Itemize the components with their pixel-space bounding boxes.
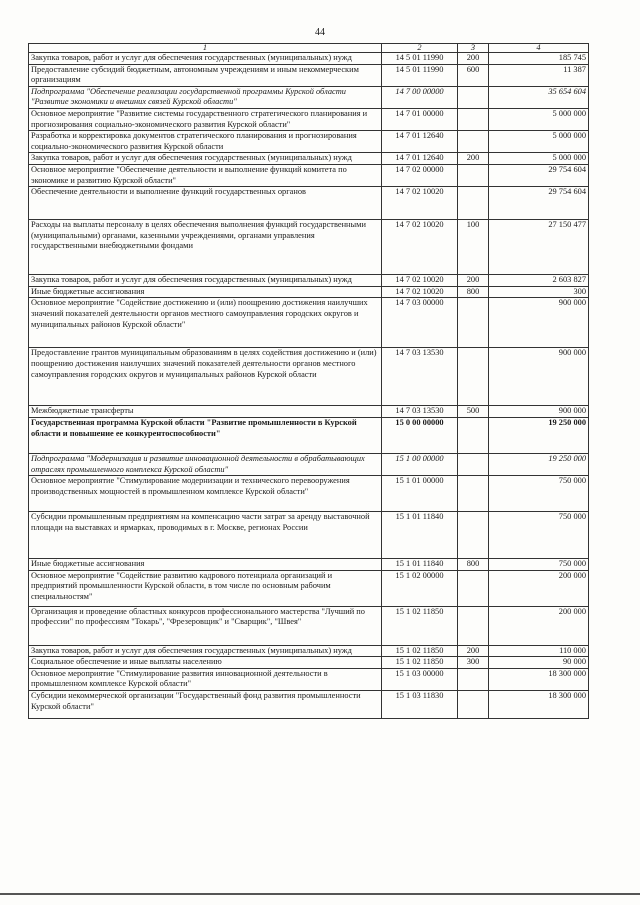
row-expense-type: 800 <box>458 559 489 571</box>
page-number: 44 <box>315 27 325 38</box>
table-row <box>29 86 589 108</box>
row-code: 14 7 02 10020 <box>382 187 458 220</box>
row-expense-type <box>458 606 489 645</box>
row-name: Разработка и корректировка документов стратегического планирования и прогнозирования социально-экономического развития Курской области <box>29 131 382 153</box>
row-code: 14 7 00 00000 <box>382 86 458 108</box>
table-row <box>29 645 589 657</box>
row-name: Обеспечение деятельности и выполнение функций государственных органов <box>29 187 382 220</box>
row-expense-type <box>458 512 489 559</box>
row-expense-type: 200 <box>458 645 489 657</box>
table-row <box>29 606 589 645</box>
table-row <box>29 559 589 571</box>
table-row <box>29 220 589 275</box>
table-row <box>29 187 589 220</box>
row-name: Иные бюджетные ассигнования <box>29 559 382 571</box>
row-code: 14 7 01 00000 <box>382 108 458 130</box>
column-header-1: 1 <box>29 44 382 53</box>
row-expense-type <box>458 691 489 719</box>
table-row <box>29 275 589 287</box>
row-name: Иные бюджетные ассигнования <box>29 286 382 298</box>
row-code: 14 5 01 11990 <box>382 53 458 65</box>
table-row <box>29 512 589 559</box>
row-expense-type <box>458 453 489 475</box>
row-code: 15 1 03 11830 <box>382 691 458 719</box>
row-name: Основное мероприятие "Содействие развитию кадрового потенциала организаций и предприятий промышленности Курской области, в том числе по основным рабочим специальностям" <box>29 570 382 606</box>
row-name: Основное мероприятие "Обеспечение деятельности и выполнение функций комитета по экономике и развитию Курской области" <box>29 164 382 186</box>
row-amount: 2 603 827 <box>489 275 589 287</box>
row-code: 14 5 01 11990 <box>382 64 458 86</box>
row-expense-type: 500 <box>458 406 489 418</box>
table-row <box>29 286 589 298</box>
row-expense-type <box>458 131 489 153</box>
row-amount: 5 000 000 <box>489 131 589 153</box>
column-header-row <box>29 44 589 53</box>
row-name: Основное мероприятие "Развитие системы государственного стратегического планирования и прогнозирования социально-экономического развития Курской области" <box>29 108 382 130</box>
row-name: Предоставление грантов муниципальным образованиям в целях содействия достижению и (или) поощрению достижения наилучших значений показателей деятельности органов местного самоуправления городских округов и муниципальных районов Курской области <box>29 348 382 406</box>
table-row <box>29 164 589 186</box>
row-expense-type <box>458 476 489 512</box>
table-row <box>29 153 589 165</box>
row-code: 15 1 00 00000 <box>382 453 458 475</box>
row-name: Подпрограмма "Обеспечение реализации государственной программы Курской области "Развитие экономики и внешних связей Курской области" <box>29 86 382 108</box>
row-code: 15 1 01 00000 <box>382 476 458 512</box>
row-name: Субсидии промышленным предприятиям на компенсацию части затрат за аренду выставочной площади на выставках и ярмарках, проводимых в г. Москве, регионах России <box>29 512 382 559</box>
column-header-3: 3 <box>458 44 489 53</box>
row-name: Основное мероприятие "Содействие достижению и (или) поощрению достижения наилучших значений показателей деятельности органов местного самоуправления городских округов и муниципальных районов Курской области" <box>29 298 382 348</box>
row-amount: 5 000 000 <box>489 153 589 165</box>
row-name: Социальное обеспечение и иные выплаты населению <box>29 657 382 669</box>
row-expense-type: 300 <box>458 657 489 669</box>
row-amount: 27 150 477 <box>489 220 589 275</box>
column-header-2: 2 <box>382 44 458 53</box>
row-expense-type <box>458 187 489 220</box>
row-name: Расходы на выплаты персоналу в целях обеспечения выполнения функций государственными (муниципальными) органами, казенными учреждениями, органами управления государственными внебюджетными фондами <box>29 220 382 275</box>
row-amount: 900 000 <box>489 406 589 418</box>
table-row <box>29 348 589 406</box>
row-amount: 900 000 <box>489 298 589 348</box>
row-name: Закупка товаров, работ и услуг для обеспечения государственных (муниципальных) нужд <box>29 645 382 657</box>
row-amount: 110 000 <box>489 645 589 657</box>
row-code: 15 1 03 00000 <box>382 668 458 690</box>
table-row <box>29 453 589 475</box>
row-expense-type <box>458 348 489 406</box>
table-row <box>29 406 589 418</box>
row-amount: 185 745 <box>489 53 589 65</box>
row-name: Государственная программа Курской области "Развитие промышленности в Курской области и повышение ее конкурентоспособности" <box>29 417 382 453</box>
row-code: 14 7 02 10020 <box>382 275 458 287</box>
table-row <box>29 131 589 153</box>
row-code: 14 7 03 00000 <box>382 298 458 348</box>
row-name: Субсидии некоммерческой организации "Государственный фонд развития промышленности Курской области" <box>29 691 382 719</box>
row-name: Закупка товаров, работ и услуг для обеспечения государственных (муниципальных) нужд <box>29 153 382 165</box>
row-amount: 750 000 <box>489 476 589 512</box>
row-name: Организация и проведение областных конкурсов профессионального мастерства "Лучший по профессии" по профессиям "Токарь", "Фрезеровщик" и "Сварщик", "Швея" <box>29 606 382 645</box>
row-expense-type <box>458 417 489 453</box>
row-expense-type: 200 <box>458 53 489 65</box>
row-amount: 29 754 604 <box>489 164 589 186</box>
table-row <box>29 64 589 86</box>
row-code: 14 7 02 00000 <box>382 164 458 186</box>
budget-table <box>28 43 589 719</box>
row-amount: 35 654 604 <box>489 86 589 108</box>
row-code: 14 7 01 12640 <box>382 153 458 165</box>
row-code: 15 1 02 11850 <box>382 645 458 657</box>
row-name: Закупка товаров, работ и услуг для обеспечения государственных (муниципальных) нужд <box>29 53 382 65</box>
table-row <box>29 298 589 348</box>
row-amount: 18 300 000 <box>489 668 589 690</box>
table-row <box>29 657 589 669</box>
row-amount: 90 000 <box>489 657 589 669</box>
row-expense-type <box>458 570 489 606</box>
row-expense-type: 600 <box>458 64 489 86</box>
table-row <box>29 668 589 690</box>
row-expense-type <box>458 108 489 130</box>
row-name: Межбюджетные трансферты <box>29 406 382 418</box>
row-code: 14 7 03 13530 <box>382 406 458 418</box>
row-amount: 300 <box>489 286 589 298</box>
table-row <box>29 53 589 65</box>
column-header-4: 4 <box>489 44 589 53</box>
row-amount: 29 754 604 <box>489 187 589 220</box>
table-row <box>29 570 589 606</box>
row-expense-type <box>458 86 489 108</box>
row-code: 15 1 02 11850 <box>382 606 458 645</box>
row-name: Закупка товаров, работ и услуг для обеспечения государственных (муниципальных) нужд <box>29 275 382 287</box>
row-name: Основное мероприятие "Стимулирование развития инновационной деятельности в промышленном комплексе Курской области" <box>29 668 382 690</box>
row-code: 14 7 01 12640 <box>382 131 458 153</box>
row-code: 14 7 02 10020 <box>382 220 458 275</box>
page-bottom-edge <box>0 893 640 895</box>
table-row <box>29 108 589 130</box>
row-amount: 200 000 <box>489 570 589 606</box>
row-expense-type: 200 <box>458 275 489 287</box>
row-amount: 19 250 000 <box>489 453 589 475</box>
row-expense-type <box>458 298 489 348</box>
row-expense-type: 800 <box>458 286 489 298</box>
row-code: 15 1 01 11840 <box>382 559 458 571</box>
row-name: Подпрограмма "Модернизация и развитие инновационной деятельности в обрабатывающих отраслях промышленного комплекса Курской области" <box>29 453 382 475</box>
row-name: Основное мероприятие "Стимулирование модернизации и технического перевооружения производственных мощностей в промышленном комплексе Курской области" <box>29 476 382 512</box>
row-code: 15 0 00 00000 <box>382 417 458 453</box>
row-name: Предоставление субсидий бюджетным, автономным учреждениям и иным некоммерческим организациям <box>29 64 382 86</box>
row-code: 14 7 03 13530 <box>382 348 458 406</box>
row-expense-type <box>458 668 489 690</box>
row-amount: 11 387 <box>489 64 589 86</box>
row-expense-type: 100 <box>458 220 489 275</box>
row-expense-type <box>458 164 489 186</box>
row-amount: 750 000 <box>489 559 589 571</box>
row-code: 15 1 01 11840 <box>382 512 458 559</box>
row-amount: 200 000 <box>489 606 589 645</box>
table-row <box>29 476 589 512</box>
row-amount: 750 000 <box>489 512 589 559</box>
table-row <box>29 417 589 453</box>
row-code: 15 1 02 00000 <box>382 570 458 606</box>
row-code: 15 1 02 11850 <box>382 657 458 669</box>
row-amount: 900 000 <box>489 348 589 406</box>
row-amount: 18 300 000 <box>489 691 589 719</box>
row-expense-type: 200 <box>458 153 489 165</box>
row-amount: 5 000 000 <box>489 108 589 130</box>
row-code: 14 7 02 10020 <box>382 286 458 298</box>
table-row <box>29 691 589 719</box>
row-amount: 19 250 000 <box>489 417 589 453</box>
